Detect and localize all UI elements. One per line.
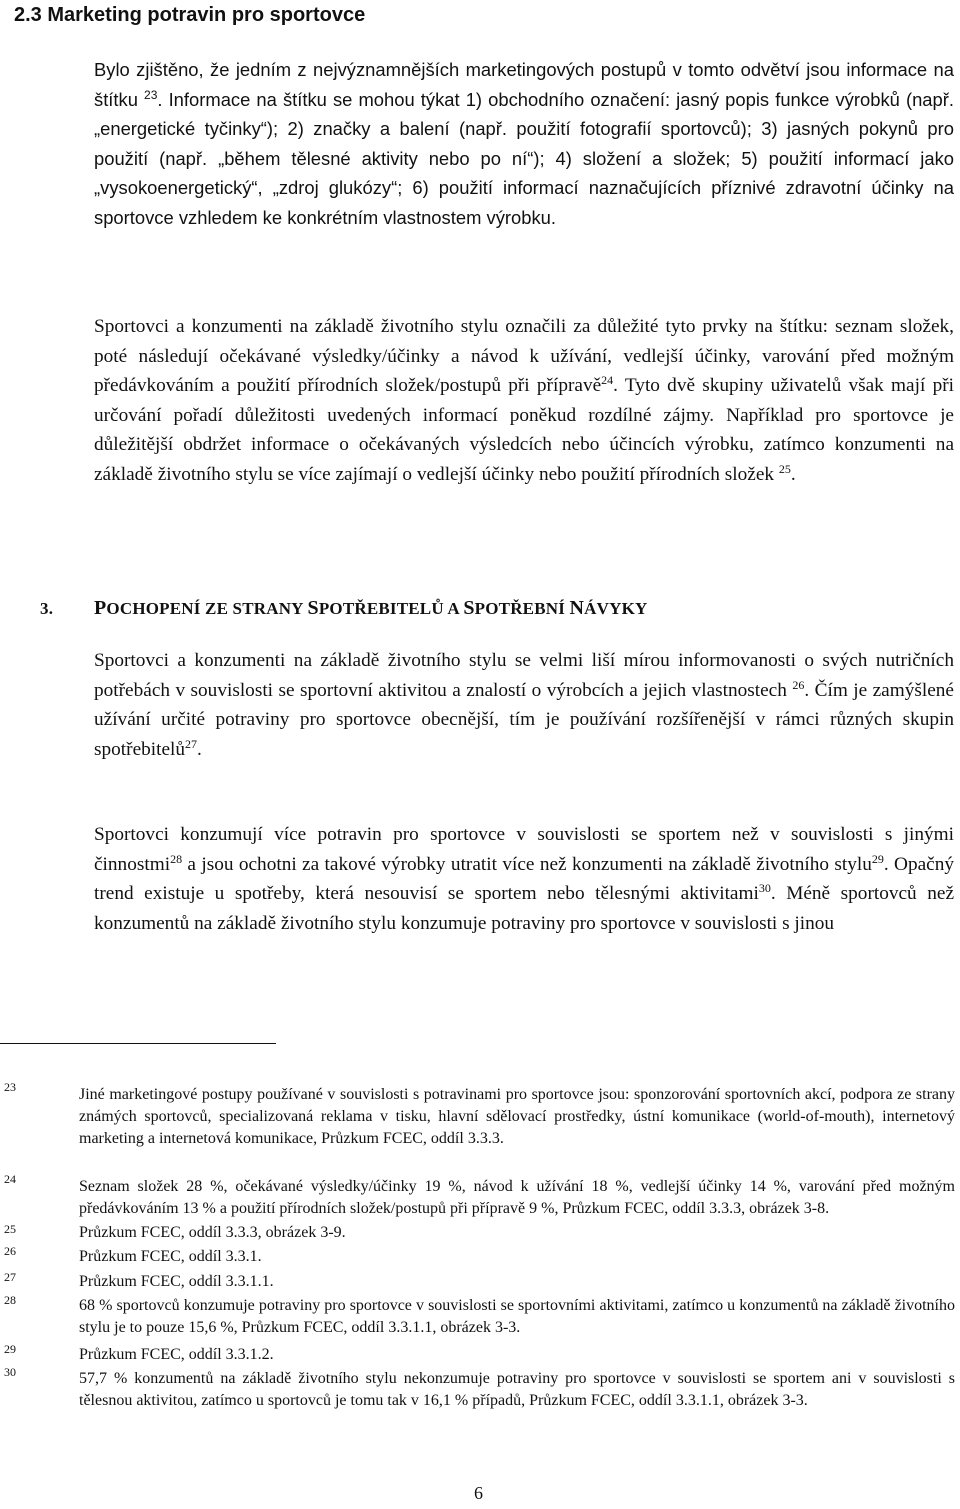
paragraph-text: . <box>790 463 796 485</box>
paragraph-awareness <box>94 646 954 764</box>
paragraph-text: a jsou ochotni za takové výrobky utratit více než konzumenti na základě životního stylu <box>182 853 872 875</box>
title-part: OCHOPENÍ ZE STRANY <box>106 599 308 618</box>
footnote-text: 68 % sportovců konzumuje potraviny pro sportovce v souvislosti se sportovními aktivitami, zatímco u konzumentů na základě životního stylu je to pouze 15,6 %, Průzkum FCEC, oddíl 3.3.1.1, obrázek 3-3. <box>79 1297 955 1336</box>
footnote-number: 27 <box>4 1270 16 1284</box>
footnote-text: Průzkum FCEC, oddíl 3.3.3, obrázek 3-9. <box>79 1224 346 1241</box>
paragraph-text: Sportovci a konzumenti na základě životního stylu se velmi liší mírou informovanosti o svých nutričních potřebách v souvislosti se sportovní aktivitou a znalostí o výrobcích a jejich vlastnostech <box>94 650 954 701</box>
footnote-ref-27: 27 <box>185 736 198 751</box>
paragraph-label-priorities <box>94 312 954 489</box>
paragraph-text: . Čím je zamýšlené užívání určité potraviny pro sportovce obecnější, tím je používání rozšířenější v rámci různých skupin spotřebitelů <box>94 679 954 760</box>
title-cap: S <box>307 597 319 619</box>
footnote-number: 24 <box>4 1172 16 1186</box>
page-number: 6 <box>474 1483 483 1503</box>
footnote-number: 28 <box>4 1293 16 1307</box>
title-part: POTŘEBITELŮ A <box>318 599 464 618</box>
paragraph-text: Bylo zjištěno, že jedním z nejvýznamnějších marketingových postupů v tomto odvětví jsou informace na štítku <box>94 59 954 110</box>
footnote-number: 30 <box>4 1365 16 1379</box>
footnote-ref-26: 26 <box>792 677 805 692</box>
chapter-number: 3. <box>40 599 54 618</box>
footnote-number: 25 <box>4 1222 16 1236</box>
paragraph-text: . Opačný trend existuje u spotřeby, která nesouvisí se sportem nebo tělesnými aktivitami <box>94 853 955 904</box>
footnote-ref-23: 23 <box>144 87 158 102</box>
footnote-ref-28: 28 <box>170 851 183 866</box>
section-heading: 2.3 Marketing potravin pro sportovce <box>14 4 366 26</box>
footnote-text: Seznam složek 28 %, očekávané výsledky/účinky 19 %, návod k užívání 18 %, vedlejší účinky 14 %, varování před možným předávkováním 13 % a použití přírodních složek/postupů při přípravě 9 %, Průzkum FCEC, oddíl 3.3.3, obrázek 3-8. <box>79 1178 955 1217</box>
title-cap: N <box>569 597 585 619</box>
footnote-text: Průzkum FCEC, oddíl 3.3.1.1. <box>79 1273 274 1290</box>
paragraph-text: . <box>197 738 202 760</box>
footnote-ref-25: 25 <box>778 461 791 476</box>
footnote-text: 57,7 % konzumentů na základě životního stylu nekonzumuje potraviny pro sportovce v souvislosti se sportem ani v souvislosti s tělesnou aktivitou, zatímco u sportovců je tomu tak v 16,1 % případů, Průzkum FCEC, oddíl 3.3.1.1, obrázek 3-3. <box>79 1370 955 1409</box>
footnote-ref-30: 30 <box>758 881 771 895</box>
paragraph-text: . Méně sportovců než konzumentů na základě životního stylu konzumuje potraviny pro sportovce v souvislosti s jinou <box>94 883 954 934</box>
footnote-number: 23 <box>4 1080 16 1094</box>
paragraph-text: . Tyto dvě skupiny uživatelů však mají při určování pořadí důležitosti uvedených informací poněkud rozdílné zájmy. Například pro sportovce je důležitější obdržet informace o očekávaných výsledcích nebo účincích výrobku, zatímco konzumenti na základě životního stylu se více zajímají o vedlejší účinky nebo použití přírodních složek <box>94 375 954 485</box>
footnote-ref-29: 29 <box>871 851 884 866</box>
footnote-number: 26 <box>4 1244 16 1258</box>
footnote-ref-24: 24 <box>601 373 614 387</box>
title-cap: P <box>94 597 107 619</box>
title-part: ÁVYKY <box>584 599 648 618</box>
paragraph-consumption <box>94 820 954 938</box>
paragraph-text: . Informace na štítku se mohou týkat 1) obchodního označení: jasný popis funkce výrobků (např. „energetické tyčinky“); 2) značky a balení (např. použití fotografií sportovců); 3) jasných pokynů pro použití (např. „během tělesné aktivity nebo po ní“); 4) složení a složek; 5) použití informací jako „vysokoenergetický“, „zdroj glukózy“; 6) použití informací naznačujících příznivé zdravotní účinky na sportovce vzhledem ke konkrétním vlastnostem výrobku. <box>94 88 954 228</box>
footnote-separator <box>0 1043 276 1044</box>
paragraph-text: Sportovci konzumují více potravin pro sportovce v souvislosti se sportem než v souvislosti s jinými činnostmi <box>94 824 954 875</box>
title-cap: S <box>463 597 475 619</box>
footnote-text: Průzkum FCEC, oddíl 3.3.1. <box>79 1248 262 1265</box>
paragraph-labeling <box>94 55 954 232</box>
paragraph-text: Sportovci a konzumenti na základě životního stylu označili za důležité tyto prvky na štítku: seznam složek, poté následují očekávané výsledky/účinky a návod k užívání, vedlejší účinky, varování před možným předávkováním a použití přírodních složek/postupů při přípravě <box>94 316 954 396</box>
footnote-number: 29 <box>4 1342 16 1356</box>
chapter-heading <box>40 596 648 621</box>
footnote-text: Průzkum FCEC, oddíl 3.3.1.2. <box>79 1346 274 1363</box>
title-part: POTŘEBNÍ <box>474 599 570 618</box>
footnote-text: Jiné marketingové postupy používané v souvislosti s potravinami pro sportovce jsou: sponzorování sportovních akcí, podpora ze strany známých sportovců, specializovaná reklama v tisku, hlavní sdělovací prostředky, ústní komunikace (world-of-mouth), internetový marketing a internetová komunikace, Průzkum FCEC, oddíl 3.3.3. <box>79 1086 955 1147</box>
